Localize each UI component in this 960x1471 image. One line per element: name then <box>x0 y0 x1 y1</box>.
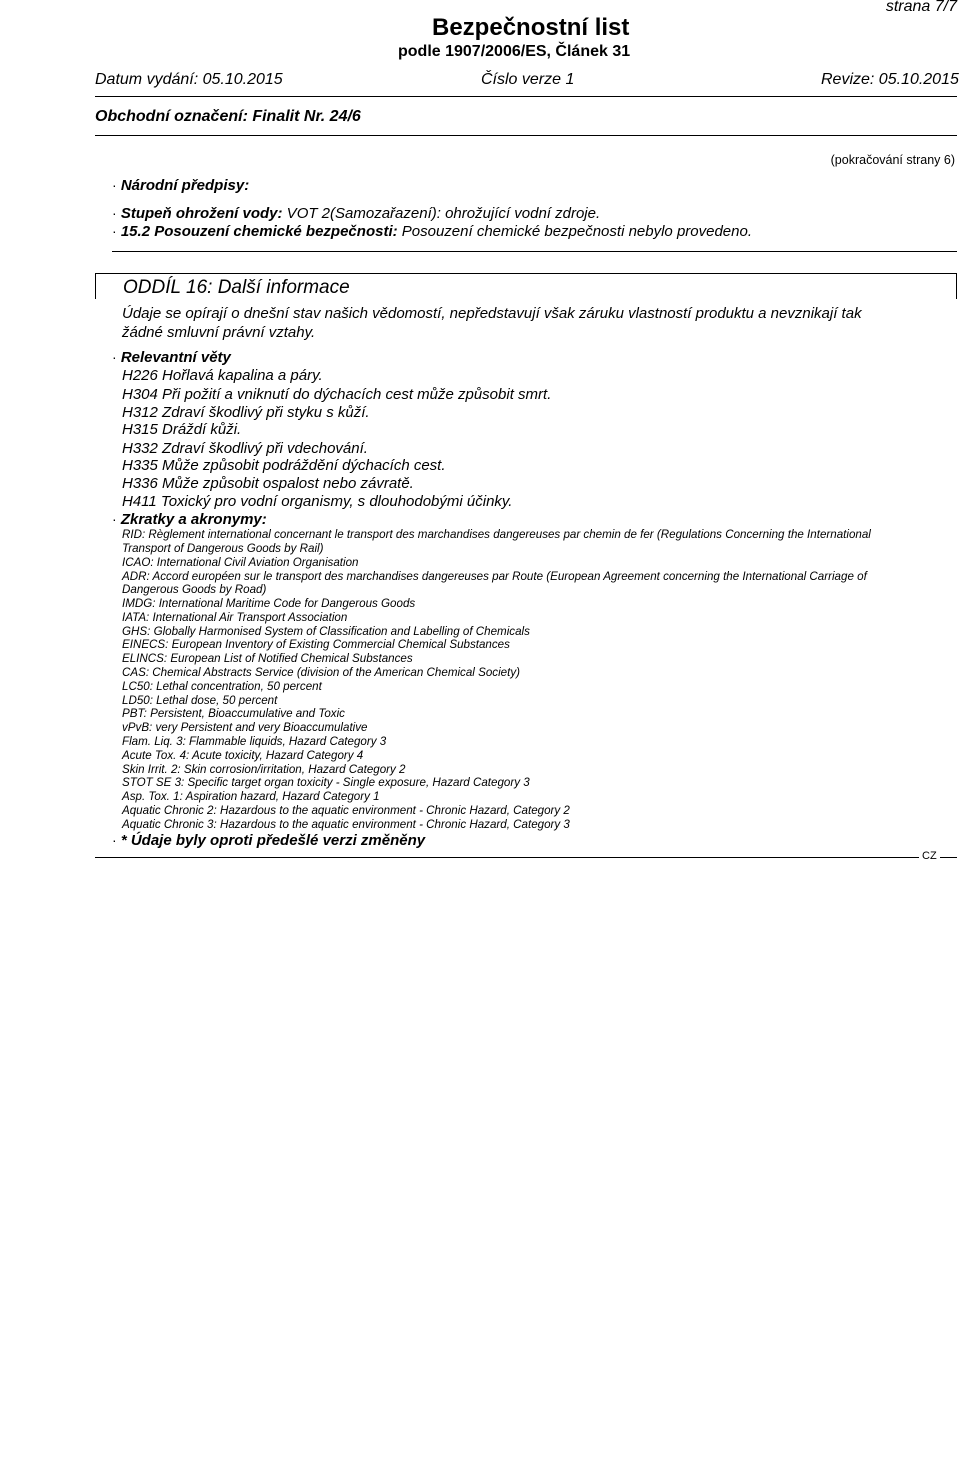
hazard-phrase: H332 Zdraví škodlivý při vdechování. <box>122 440 368 457</box>
abbreviation-item: Aquatic Chronic 2: Hazardous to the aquatic environment - Chronic Hazard, Category 2 <box>122 804 570 817</box>
hazard-phrase: H336 Může způsobit ospalost nebo závratě. <box>122 475 414 492</box>
section-divider <box>112 251 957 252</box>
relevant-phrases-heading <box>112 349 231 366</box>
trade-name: Obchodní označení: Finalit Nr. 24/6 <box>95 108 361 125</box>
csa-value: Posouzení chemické bezpečnosti nebylo provedeno. <box>397 223 752 240</box>
section16-heading: ODDÍL 16: Další informace <box>123 277 350 298</box>
footer-divider-right <box>940 857 957 858</box>
abbreviation-item: Asp. Tox. 1: Aspiration hazard, Hazard Category 1 <box>122 790 380 803</box>
intro-line-2: žádné smluvní právní vztahy. <box>122 324 316 341</box>
abbreviation-item: LD50: Lethal dose, 50 percent <box>122 694 278 707</box>
abbreviation-item: RID: Règlement international concernant le transport des marchandises dangereuses par chemin de fer (Regulations Concerning the International <box>122 528 871 541</box>
document-title: Bezpečnostní list <box>432 14 630 41</box>
document-subtitle: podle 1907/2006/ES, Článek 31 <box>398 43 631 60</box>
bullet-dot: · <box>112 223 117 239</box>
hazard-phrase: H304 Při požití a vniknutí do dýchacích cest může způsobit smrt. <box>122 386 552 403</box>
water-hazard-value: VOT 2(Samozařazení): ohrožující vodní zdroje. <box>282 205 601 222</box>
abbreviations-heading <box>112 511 267 528</box>
abbreviation-item: LC50: Lethal concentration, 50 percent <box>122 680 322 693</box>
abbreviation-item: Flam. Liq. 3: Flammable liquids, Hazard Category 3 <box>122 735 387 748</box>
version-number: Číslo verze 1 <box>481 71 575 88</box>
hazard-phrase: H335 Může způsobit podráždění dýchacích cest. <box>122 457 446 474</box>
abbreviation-item: vPvB: very Persistent and very Bioaccumulative <box>122 721 368 734</box>
abbreviation-item: ADR: Accord européen sur le transport des marchandises dangereuses par Route (European Agreement concerning the International Carriage of <box>122 570 867 583</box>
abbreviation-item: PBT: Persistent, Bioaccumulative and Toxic <box>122 707 345 720</box>
abbreviation-item: Skin Irrit. 2: Skin corrosion/irritation, Hazard Category 2 <box>122 763 406 776</box>
bullet-dot: · <box>112 511 117 527</box>
abbreviation-item: CAS: Chemical Abstracts Service (division of the American Chemical Society) <box>122 666 520 679</box>
continuation-note: (pokračování strany 6) <box>830 153 955 167</box>
water-hazard-label: Stupeň ohrožení vody: <box>120 205 283 222</box>
bullet-dot: · <box>112 349 117 365</box>
changes-label: * Údaje byly oproti předešlé verzi změněny <box>120 832 426 849</box>
abbreviation-item: Transport of Dangerous Goods by Rail) <box>122 542 324 555</box>
trade-name-divider <box>95 135 957 136</box>
bullet-dot: · <box>112 832 117 848</box>
intro-line-1: Údaje se opírají o dnešní stav našich vědomostí, nepředstavují však záruku vlastností produktu a nevznikají tak <box>122 305 862 322</box>
revision-date: Revize: 05.10.2015 <box>821 71 959 88</box>
abbreviation-item: STOT SE 3: Specific target organ toxicity - Single exposure, Hazard Category 3 <box>122 776 530 789</box>
country-code: CZ <box>922 850 937 862</box>
hazard-phrase: H411 Toxický pro vodní organismy, s dlouhodobými účinky. <box>122 493 513 510</box>
abbreviation-item: EINECS: European Inventory of Existing Commercial Chemical Substances <box>122 638 510 651</box>
abbreviation-item: Acute Tox. 4: Acute toxicity, Hazard Category 4 <box>122 749 364 762</box>
changes-note <box>112 832 425 849</box>
abbreviation-item: IATA: International Air Transport Association <box>122 611 348 624</box>
chemical-safety-assessment <box>112 223 752 240</box>
abbreviation-item: ICAO: International Civil Aviation Organisation <box>122 556 359 569</box>
abbreviation-item: GHS: Globally Harmonised System of Classification and Labelling of Chemicals <box>122 625 530 638</box>
water-hazard-class <box>112 205 600 222</box>
bullet-dot: · <box>112 177 117 193</box>
page-number: strana 7/7 <box>885 0 957 15</box>
issue-date: Datum vydání: 05.10.2015 <box>95 71 283 88</box>
national-regulations <box>112 177 249 194</box>
hazard-phrase: H312 Zdraví škodlivý při styku s kůží. <box>122 404 370 421</box>
hazard-phrase: H226 Hořlavá kapalina a páry. <box>122 367 323 384</box>
abbreviation-item: Dangerous Goods by Road) <box>122 583 267 596</box>
abbreviation-item: ELINCS: European List of Notified Chemical Substances <box>122 652 413 665</box>
csa-label: 15.2 Posouzení chemické bezpečnosti: <box>120 223 398 240</box>
abbreviation-item: IMDG: International Maritime Code for Dangerous Goods <box>122 597 416 610</box>
section16-heading-box <box>95 273 957 299</box>
abbreviation-item: Aquatic Chronic 3: Hazardous to the aquatic environment - Chronic Hazard, Category 3 <box>122 818 570 831</box>
bullet-dot: · <box>112 205 117 221</box>
header-divider <box>95 96 957 97</box>
national-regulations-label: Národní předpisy: <box>120 177 250 194</box>
relevant-phrases-label: Relevantní věty <box>120 349 231 366</box>
abbreviations-label: Zkratky a akronymy: <box>120 511 267 528</box>
hazard-phrase: H315 Dráždí kůži. <box>122 421 242 438</box>
footer-divider-left <box>95 857 919 858</box>
